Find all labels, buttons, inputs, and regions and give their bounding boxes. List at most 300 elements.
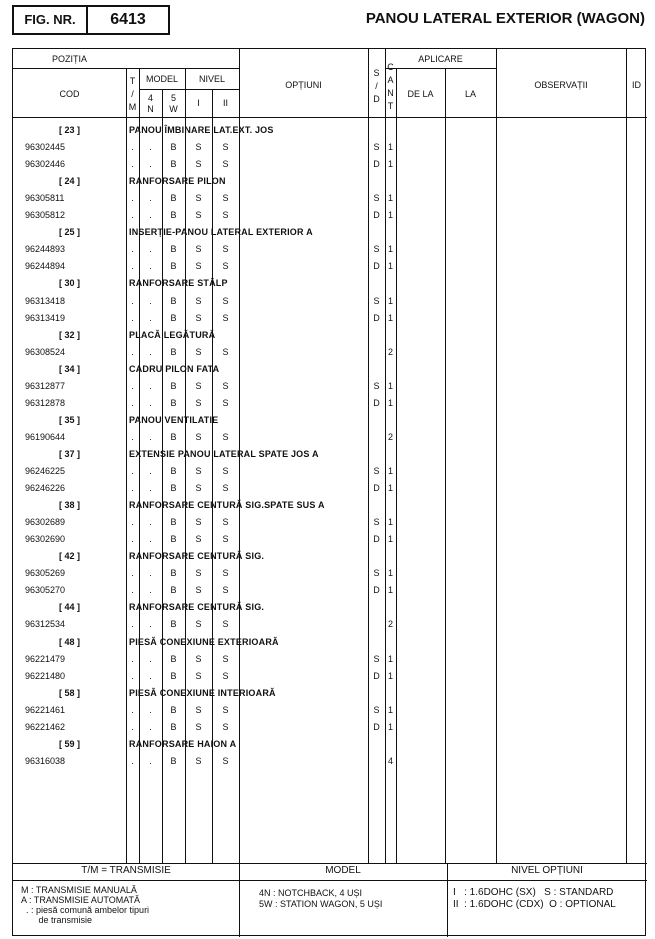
side-cell: S [373, 517, 380, 528]
nivel-ii-cell: S [222, 159, 229, 170]
legend-nivel-line-1: I : 1.6DOHC (SX) S : STANDARD [453, 887, 614, 898]
part-code: 96305270 [25, 585, 66, 596]
table-row [13, 719, 647, 736]
transmission-cell: . [131, 619, 134, 630]
header-pozitia: POZIȚIA [51, 54, 87, 64]
nivel-ii-cell: S [222, 517, 229, 528]
side-cell: S [373, 568, 380, 579]
group-header-row [13, 446, 647, 463]
nivel-ii-cell: S [222, 193, 229, 204]
table-row [13, 668, 647, 685]
model-5w-cell: B [170, 159, 177, 170]
part-name: CADRU PILON FATA [129, 363, 220, 374]
nivel-i-cell: S [195, 755, 202, 766]
quantity-cell: 1 [387, 244, 393, 255]
nivel-ii-cell: S [222, 312, 229, 323]
side-cell [368, 429, 385, 446]
quantity-cell: 4 [387, 755, 393, 766]
side-cell: D [373, 210, 380, 221]
nivel-ii-cell: S [222, 704, 229, 715]
legend-tm-line-3: . : piesă comună ambelor tipuri [21, 905, 150, 915]
transmission-cell: . [131, 704, 134, 715]
part-name: PIESĂ CONEXIUNE INTERIOARĂ [129, 687, 276, 698]
header-4n-letter: N [147, 104, 154, 114]
header-nivel-i: I [197, 98, 200, 108]
nivel-i-cell: S [195, 568, 202, 579]
side-cell [368, 616, 385, 633]
part-code: 96221462 [25, 721, 66, 732]
model-5w-cell: B [170, 585, 177, 596]
model-4n-cell: . [149, 653, 152, 664]
side-cell: D [373, 483, 380, 494]
model-5w-cell: B [170, 517, 177, 528]
nivel-ii-cell: S [222, 466, 229, 476]
header-d: D [373, 94, 380, 104]
position-number: [ 58 ] [58, 687, 80, 698]
model-4n-cell: . [149, 210, 152, 221]
model-4n-cell: . [149, 585, 152, 596]
quantity-cell: 1 [387, 312, 393, 323]
part-name: PANOU VENTILATIE [129, 414, 219, 425]
position-number: [ 25 ] [58, 227, 80, 238]
part-code: 96246225 [25, 466, 66, 476]
legend-tm-line-2: A : TRANSMISIE AUTOMATĂ [21, 895, 141, 905]
table-row [13, 582, 647, 599]
part-code: 96313418 [25, 295, 66, 306]
transmission-cell: . [131, 142, 134, 153]
header-m: M [128, 102, 137, 112]
model-5w-cell: B [170, 568, 177, 579]
model-5w-cell: B [170, 704, 177, 715]
nivel-ii-cell: S [222, 142, 229, 153]
side-cell: D [373, 312, 380, 323]
part-name: RANFORSARE CENTURĂ SIG. [129, 551, 265, 562]
nivel-i-cell: S [195, 312, 202, 323]
side-cell: S [373, 704, 380, 715]
quantity-cell: 1 [387, 653, 393, 664]
quantity-cell: 1 [387, 159, 393, 170]
position-number: [ 23 ] [58, 125, 80, 135]
header-nivel: NIVEL [198, 74, 225, 84]
nivel-ii-cell: S [222, 431, 229, 442]
position-number: [ 48 ] [58, 636, 80, 647]
position-number: [ 32 ] [58, 329, 80, 340]
table-row [13, 378, 647, 395]
side-cell: S [373, 466, 380, 476]
table-row [13, 463, 647, 480]
header-observatii: OBSERVAȚII [534, 80, 588, 90]
side-cell [368, 344, 385, 361]
header-sd-slash: / [375, 81, 378, 91]
group-header-row [13, 599, 647, 616]
part-name: RANFORSARE STÂLP [129, 278, 228, 289]
model-4n-cell: . [149, 244, 152, 255]
model-4n-cell: . [149, 483, 152, 494]
nivel-i-cell: S [195, 193, 202, 204]
model-4n-cell: . [149, 397, 152, 408]
group-header-row [13, 327, 647, 344]
part-code: 96308524 [25, 346, 66, 357]
quantity-cell: 1 [387, 704, 393, 715]
quantity-cell: 1 [387, 670, 393, 681]
group-header-row [13, 634, 647, 651]
transmission-cell: . [131, 397, 134, 408]
header-4n-num: 4 [147, 93, 153, 103]
model-4n-cell: . [149, 159, 152, 170]
table-row [13, 480, 647, 497]
part-code: 96305269 [25, 568, 66, 579]
group-header-row [13, 122, 647, 139]
part-name: PIESĂ CONEXIUNE EXTERIOARĂ [129, 636, 279, 647]
quantity-cell: 1 [387, 261, 393, 272]
model-5w-cell: B [170, 142, 177, 153]
part-code: 96312878 [25, 397, 66, 408]
transmission-cell: . [131, 670, 134, 681]
part-code: 96244893 [25, 244, 66, 255]
nivel-i-cell: S [195, 431, 202, 442]
table-row [13, 531, 647, 548]
header-bottom-line [13, 117, 647, 118]
part-code: 96313419 [25, 312, 66, 323]
nivel-ii-cell: S [222, 380, 229, 391]
nivel-ii-cell: S [222, 397, 229, 408]
quantity-cell: 1 [387, 193, 393, 204]
part-code: 96312877 [25, 380, 66, 391]
nivel-i-cell: S [195, 483, 202, 494]
table-row [13, 207, 647, 224]
header-cant-n: N [387, 88, 394, 98]
model-5w-cell: B [170, 295, 177, 306]
nivel-ii-cell: S [222, 534, 229, 545]
legend-tm-line-1: M : TRANSMISIE MANUALĂ [21, 885, 137, 895]
side-cell: S [373, 142, 380, 153]
side-cell: S [373, 380, 380, 391]
model-5w-cell: B [170, 312, 177, 323]
side-cell: D [373, 261, 380, 272]
table-row [13, 241, 647, 258]
transmission-cell: . [131, 346, 134, 357]
nivel-ii-cell: S [222, 346, 229, 357]
header-aplicare: APLICARE [418, 54, 463, 64]
quantity-cell: 1 [387, 721, 393, 732]
model-4n-cell: . [149, 193, 152, 204]
model-5w-cell: B [170, 670, 177, 681]
legend-tm-title: T/M = TRANSMISIE [81, 865, 171, 876]
table-row [13, 651, 647, 668]
part-code: 96246226 [25, 483, 66, 494]
side-cell: S [373, 295, 380, 306]
legend-tm-line-4: de transmisie [21, 915, 93, 925]
page-title: PANOU LATERAL EXTERIOR (WAGON) [365, 10, 645, 27]
table-row [13, 429, 647, 446]
table-row [13, 702, 647, 719]
header-cant-a: A [387, 75, 394, 85]
transmission-cell: . [131, 159, 134, 170]
position-number: [ 30 ] [58, 278, 80, 289]
figure-number-box [12, 5, 170, 35]
legend-nivel-title: NIVEL OPȚIUNI [511, 865, 583, 876]
model-4n-cell: . [149, 568, 152, 579]
nivel-i-cell: S [195, 517, 202, 528]
header-5w-letter: W [169, 104, 178, 114]
position-number: [ 38 ] [58, 500, 80, 511]
model-5w-cell: B [170, 619, 177, 630]
part-code: 96305812 [25, 210, 66, 221]
transmission-cell: . [131, 312, 134, 323]
part-name: RANFORSARE CENTURĂ SIG. [129, 602, 265, 613]
transmission-cell: . [131, 721, 134, 732]
side-cell: D [373, 670, 380, 681]
table-row [13, 514, 647, 531]
part-code: 96305811 [25, 193, 65, 204]
table-row [13, 258, 647, 275]
model-4n-cell: . [149, 704, 152, 715]
side-cell: D [373, 159, 380, 170]
part-name: EXTENSIE PANOU LATERAL SPATE JOS A [129, 448, 319, 459]
model-4n-cell: . [149, 295, 152, 306]
quantity-cell: 1 [387, 210, 393, 221]
header-nivel-ii: II [222, 98, 228, 108]
nivel-ii-cell: S [222, 295, 229, 306]
nivel-ii-cell: S [222, 755, 229, 766]
position-number: [ 42 ] [58, 551, 80, 562]
nivel-i-cell: S [195, 585, 202, 596]
legend-title-line [13, 880, 647, 881]
position-number: [ 59 ] [58, 738, 80, 749]
table-row [13, 616, 647, 633]
model-4n-cell: . [149, 431, 152, 442]
part-code: 96316038 [25, 755, 66, 766]
legend-model-line-1: 4N : NOTCHBACK, 4 UȘI [259, 888, 363, 898]
nivel-i-cell: S [195, 534, 202, 545]
model-4n-cell: . [149, 312, 152, 323]
part-name: PANOU ÎMBINARE LAT.EXT. JOS [129, 125, 274, 135]
part-name: RANFORSARE HAION A [129, 738, 237, 749]
table-row [13, 156, 647, 173]
transmission-cell: . [131, 380, 134, 391]
quantity-cell: 1 [387, 295, 393, 306]
model-5w-cell: B [170, 346, 177, 357]
nivel-ii-cell: S [222, 568, 229, 579]
part-code: 96221479 [25, 653, 66, 664]
nivel-i-cell: S [195, 210, 202, 221]
model-5w-cell: B [170, 721, 177, 732]
group-header-row [13, 412, 647, 429]
transmission-cell: . [131, 534, 134, 545]
nivel-i-cell: S [195, 619, 202, 630]
header-cant-t: T [387, 101, 394, 111]
part-name: INSERȚIE-PANOU LATERAL EXTERIOR A [129, 227, 313, 238]
nivel-i-cell: S [195, 142, 202, 153]
transmission-cell: . [131, 517, 134, 528]
nivel-ii-cell: S [222, 653, 229, 664]
part-name: RANFORSARE PILON [129, 176, 226, 187]
figure-label: FIG. NR. [14, 7, 88, 33]
group-header-row [13, 685, 647, 702]
part-code: 96302690 [25, 534, 66, 545]
legend-model-line-2: 5W : STATION WAGON, 5 UȘI [259, 899, 383, 909]
nivel-i-cell: S [195, 244, 202, 255]
transmission-cell: . [131, 585, 134, 596]
group-header-row [13, 361, 647, 378]
nivel-i-cell: S [195, 397, 202, 408]
nivel-i-cell: S [195, 261, 202, 272]
model-4n-cell: . [149, 380, 152, 391]
part-name: PLACĂ LEGĂTURĂ [129, 329, 216, 340]
header-5w-num: 5 [170, 93, 176, 103]
table-row [13, 395, 647, 412]
side-cell: D [373, 721, 380, 732]
nivel-i-cell: S [195, 380, 202, 391]
transmission-cell: . [131, 210, 134, 221]
nivel-i-cell: S [195, 295, 202, 306]
nivel-ii-cell: S [222, 483, 229, 494]
quantity-cell: 1 [387, 397, 393, 408]
side-cell [368, 753, 385, 770]
nivel-ii-cell: S [222, 670, 229, 681]
transmission-cell: . [131, 568, 134, 579]
quantity-cell: 1 [387, 380, 393, 391]
model-5w-cell: B [170, 380, 177, 391]
transmission-cell: . [131, 653, 134, 664]
nivel-i-cell: S [195, 159, 202, 170]
table-row [13, 565, 647, 582]
table-row [13, 190, 647, 207]
model-5w-cell: B [170, 653, 177, 664]
quantity-cell: 2 [387, 431, 393, 442]
model-4n-cell: . [149, 261, 152, 272]
part-code: 96302689 [25, 517, 66, 528]
transmission-cell: . [131, 193, 134, 204]
model-4n-cell: . [149, 466, 152, 476]
model-4n-cell: . [149, 517, 152, 528]
group-header-row [13, 224, 647, 241]
model-5w-cell: B [170, 483, 177, 494]
header-s: S [373, 68, 380, 78]
header-model: MODEL [145, 74, 178, 84]
position-number: [ 34 ] [58, 363, 80, 374]
header-la: LA [464, 89, 476, 99]
group-header-row [13, 736, 647, 753]
transmission-cell: . [131, 483, 134, 494]
model-5w-cell: B [170, 755, 177, 766]
nivel-i-cell: S [195, 721, 202, 732]
model-4n-cell: . [149, 670, 152, 681]
legend-nivel-line-2: II : 1.6DOHC (CDX) O : OPTIONAL [453, 899, 616, 910]
quantity-cell: 2 [387, 346, 393, 357]
header-cod: COD [59, 89, 80, 99]
nivel-ii-cell: S [222, 244, 229, 255]
legend-top-line [13, 863, 647, 864]
position-number: [ 35 ] [58, 414, 80, 425]
quantity-cell: 2 [387, 619, 393, 630]
model-4n-cell: . [149, 721, 152, 732]
table-row [13, 344, 647, 361]
aplicare-divider [385, 68, 496, 69]
model-5w-cell: B [170, 193, 177, 204]
model-4n-cell: . [149, 619, 152, 630]
part-code: 96244894 [25, 261, 66, 272]
model-5w-cell: B [170, 466, 177, 476]
part-code: 96302446 [25, 159, 66, 170]
part-code: 96221461 [25, 704, 66, 715]
transmission-cell: . [131, 466, 134, 476]
side-cell: D [373, 585, 380, 596]
model-nivel-divider [139, 89, 239, 90]
nivel-ii-cell: S [222, 619, 229, 630]
header-optiuni: OPȚIUNI [285, 80, 322, 90]
position-number: [ 44 ] [58, 602, 80, 613]
nivel-i-cell: S [195, 670, 202, 681]
model-5w-cell: B [170, 534, 177, 545]
part-name: RANFORSARE CENTURĂ SIG.SPATE SUS A [129, 500, 325, 511]
model-4n-cell: . [149, 534, 152, 545]
header-t: T [129, 76, 136, 86]
group-header-row [13, 548, 647, 565]
figure-number: 6413 [110, 11, 146, 28]
quantity-cell: 1 [387, 585, 393, 596]
transmission-cell: . [131, 295, 134, 306]
quantity-cell: 1 [387, 534, 393, 545]
legend-model-title: MODEL [325, 865, 361, 876]
model-5w-cell: B [170, 431, 177, 442]
transmission-cell: . [131, 261, 134, 272]
group-header-row [13, 275, 647, 292]
model-5w-cell: B [170, 261, 177, 272]
quantity-cell: 1 [387, 142, 393, 153]
model-4n-cell: . [149, 142, 152, 153]
nivel-ii-cell: S [222, 585, 229, 596]
model-5w-cell: B [170, 210, 177, 221]
transmission-cell: . [131, 244, 134, 255]
quantity-cell: 1 [387, 517, 393, 528]
model-4n-cell: . [149, 346, 152, 357]
nivel-ii-cell: S [222, 210, 229, 221]
part-code: 96302445 [25, 142, 66, 153]
group-header-row [13, 173, 647, 190]
transmission-cell: . [131, 431, 134, 442]
table-row [13, 753, 647, 770]
part-code: 96312534 [25, 619, 66, 630]
side-cell: D [373, 397, 380, 408]
part-code: 96221480 [25, 670, 66, 681]
position-number: [ 24 ] [58, 176, 80, 187]
quantity-cell: 1 [387, 483, 393, 494]
model-5w-cell: B [170, 397, 177, 408]
header-cant-c: C [387, 62, 394, 72]
model-4n-cell: . [149, 755, 152, 766]
quantity-cell: 1 [387, 466, 393, 476]
part-code: 96190644 [25, 431, 66, 442]
table-row [13, 293, 647, 310]
quantity-cell: 1 [387, 568, 393, 579]
nivel-i-cell: S [195, 704, 202, 715]
position-number: [ 37 ] [58, 448, 80, 459]
side-cell: S [373, 653, 380, 664]
parts-table [12, 48, 646, 936]
side-cell: S [373, 244, 380, 255]
nivel-i-cell: S [195, 466, 202, 476]
nivel-i-cell: S [195, 346, 202, 357]
table-row [13, 139, 647, 156]
side-cell: S [373, 193, 380, 204]
header-de-la: DE LA [407, 89, 434, 99]
group-header-row [13, 497, 647, 514]
table-row [13, 310, 647, 327]
nivel-i-cell: S [195, 653, 202, 664]
transmission-cell: . [131, 755, 134, 766]
nivel-ii-cell: S [222, 261, 229, 272]
